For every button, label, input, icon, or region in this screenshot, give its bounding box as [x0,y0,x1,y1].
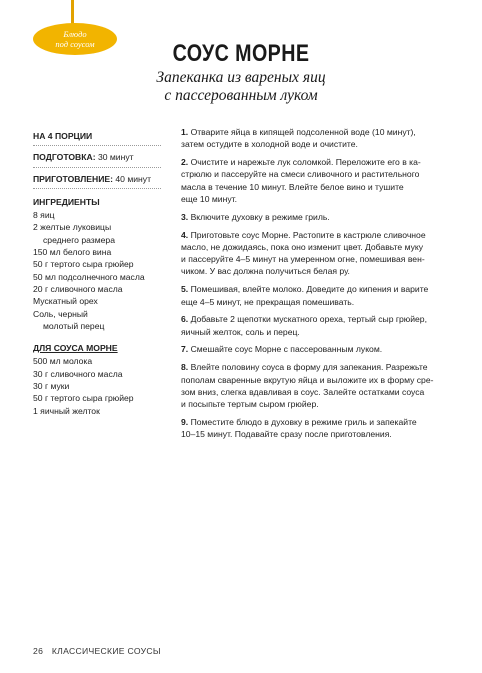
badge-line-1: Блюдо [63,29,87,39]
recipe-subtitle [0,69,482,105]
subtitle-line-1: Запеканка из вареных яиц [156,69,326,86]
step-text-line: Добавьте 2 щепотки мускатного ореха, тертый сыр грюйер, [190,314,427,325]
step-number: 5. [181,284,189,295]
sauce-item: 500 мл молока [33,356,93,367]
step-6 [181,313,456,338]
ingredient-item: 150 мл белого вина [33,247,112,258]
step-number: 9. [181,416,189,427]
sauce-heading: ДЛЯ СОУСА МОРНЕ [33,343,118,354]
step-1 [181,126,456,151]
step-text-line: Помешивая, влейте молоко. Доведите до кипения и варите [190,284,429,295]
step-text-line: Отварите яйца в кипящей подсоленной воде (10 минут), [190,127,416,137]
prep-time [33,150,161,167]
badge-line-2: под соусом [55,39,95,49]
ingredients-column [33,129,161,417]
ingredient-item: Соль, черный [33,308,88,319]
step-text-line: яичный желток, соль и перец. [181,326,300,337]
portions-label: НА 4 ПОРЦИИ [33,131,93,141]
step-3 [181,211,456,223]
section-name: КЛАССИЧЕСКИЕ СОУСЫ [51,646,161,656]
step-text-line: Включите духовку в режиме гриль. [190,211,330,222]
page-footer [33,646,161,656]
subtitle-line-2: с пассерованным луком [164,87,318,104]
step-number: 1. [181,127,189,137]
step-number: 6. [181,314,189,325]
ingredient-item: Мускатный орех [33,296,98,307]
ingredient-item: 50 г тертого сыра грюйер [33,259,134,270]
step-9 [181,416,456,441]
step-number: 2. [181,157,189,168]
step-text-line: стрюлю и пассеруйте на смеси сливочного и растительного [181,169,420,180]
step-text-line: Смешайте соус Морне с пассерованным луком. [190,344,383,355]
step-8 [181,361,456,410]
sauce-item: 1 яичный желток [33,405,100,416]
cook-label: ПРИГОТОВЛЕНИЕ: [33,173,113,184]
sauce-item: 30 г муки [33,381,70,392]
step-number: 8. [181,362,189,373]
cook-time [33,172,161,189]
step-text-line: 10–15 минут. Подавайте сразу после приготовления. [181,429,392,440]
ingredient-item: среднего размера [43,234,115,245]
prep-label: ПОДГОТОВКА: [33,152,96,163]
step-5 [181,283,456,308]
step-text-line: зом вниз, слегка вдавливая в соус. Залейте остатками соуса [181,386,425,397]
sauce-item: 50 г тертого сыра грюйер [33,393,134,404]
step-number: 3. [181,211,189,222]
step-2 [181,156,456,205]
recipe-title: СОУС МОРНЕ [172,40,310,67]
page-number: 26 [33,646,44,656]
ingredient-item: 8 яиц [33,210,55,221]
ingredient-item: 20 г сливочного масла [33,283,123,294]
step-text-line: чиком. У вас должна получиться белая ру. [181,266,350,277]
ingredient-item: молотый перец [43,320,105,331]
sauce-item: 30 г сливочного масла [33,368,123,379]
step-text-line: и пассеруйте 4–5 минут на умеренном огне, помешивая вен- [181,254,425,265]
step-text-line: Поместите блюдо в духовку в режиме гриль и запекайте [190,416,417,427]
step-7 [181,343,456,355]
step-text-line: еще 4–5 минут, не прекращая помешивать. [181,296,355,307]
step-text-line: масла в течение 10 минут. Влейте белое вино и тушите [181,181,404,192]
step-4 [181,229,456,278]
step-text-line: Влейте половину соуса в форму для запекания. Разрежьте [190,362,428,373]
prep-value: 30 минут [97,152,134,163]
cook-value: 40 минут [115,173,152,184]
ingredients-heading: ИНГРЕДИЕНТЫ [33,196,100,207]
steps-column [181,126,456,446]
step-text-line: Приготовьте соус Морне. Растопите в кастрюле сливочное [190,229,426,240]
portions [33,129,161,146]
step-text-line: масло, не дожидаясь, пока оно изменит цвет. Добавьте муку [181,241,424,252]
step-text-line: и посыпьте тертым сыром грюйер. [181,399,319,410]
step-text-line: пополам сваренные вкрутую яйца и выложите их в форму сре- [181,374,434,385]
step-text-line: еще 10 минут. [181,193,237,204]
step-number: 4. [181,229,189,240]
ingredient-item: 50 мл подсолнечного масла [33,271,145,282]
step-text-line: затем остудите в холодной воде и очистите. [181,139,358,150]
ingredient-item: 2 желтые луковицы [33,222,112,233]
step-text-line: Очистите и нарежьте лук соломкой. Переложите его в ка- [190,157,421,168]
step-number: 7. [181,344,189,355]
